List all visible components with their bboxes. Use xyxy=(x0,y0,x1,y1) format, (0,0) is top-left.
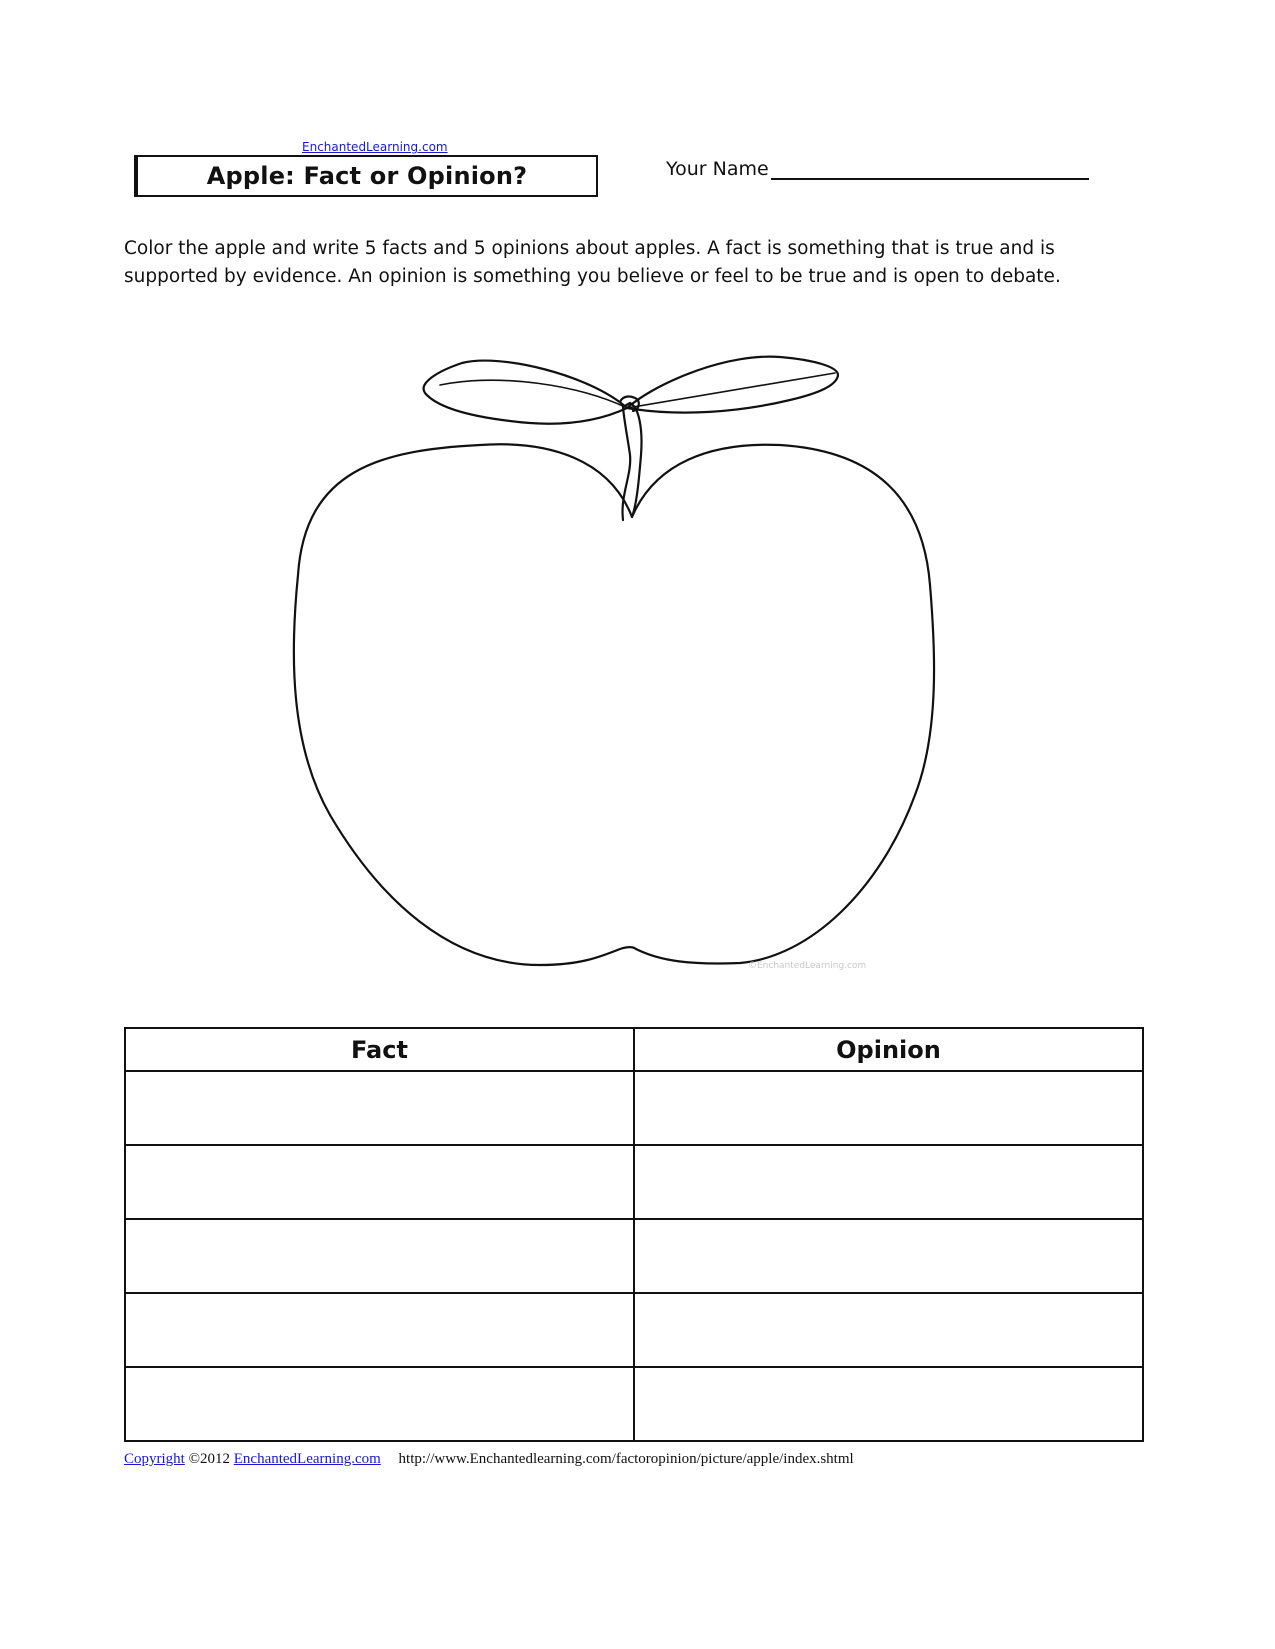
copyright-year: ©2012 xyxy=(188,1451,230,1467)
opinion-header: Opinion xyxy=(634,1028,1143,1071)
table-row xyxy=(125,1145,1143,1219)
apple-illustration xyxy=(290,345,970,975)
fact-cell[interactable] xyxy=(125,1219,634,1293)
watermark: ©EnchantedLearning.com xyxy=(748,961,867,971)
opinion-cell[interactable] xyxy=(634,1367,1143,1441)
apple-body xyxy=(294,444,934,965)
worksheet-title xyxy=(136,155,598,197)
your-name-line[interactable] xyxy=(771,158,1089,180)
your-name-label: Your Name xyxy=(666,158,769,180)
fact-cell[interactable] xyxy=(125,1367,634,1441)
fact-opinion-table xyxy=(124,1027,1144,1442)
fact-cell[interactable] xyxy=(125,1071,634,1145)
fact-header: Fact xyxy=(125,1028,634,1071)
table-row xyxy=(125,1367,1143,1441)
table-row xyxy=(125,1293,1143,1367)
right-leaf xyxy=(627,357,838,413)
fact-cell[interactable] xyxy=(125,1145,634,1219)
opinion-cell[interactable] xyxy=(634,1145,1143,1219)
footer-url: http://www.Enchantedlearning.com/factoropinion/picture/apple/index.shtml xyxy=(398,1451,854,1467)
table-row xyxy=(125,1071,1143,1145)
footer-site-link[interactable]: EnchantedLearning.com xyxy=(233,1451,381,1467)
footer xyxy=(124,1451,854,1468)
instructions: Color the apple and write 5 facts and 5 opinions about apples. A fact is something that is true and is supported by evidence. An opinion is something you believe or feel to be true and is open to debate. xyxy=(124,238,1061,287)
right-leaf-vein xyxy=(627,373,835,408)
apple-outline-svg xyxy=(290,345,970,975)
left-leaf xyxy=(424,361,627,424)
site-link-top[interactable]: EnchantedLearning.com xyxy=(302,140,448,154)
your-name-field xyxy=(666,158,1089,180)
opinion-cell[interactable] xyxy=(634,1293,1143,1367)
copyright-link[interactable]: Copyright xyxy=(124,1451,185,1467)
table-row xyxy=(125,1219,1143,1293)
opinion-cell[interactable] xyxy=(634,1071,1143,1145)
fact-cell[interactable] xyxy=(125,1293,634,1367)
opinion-cell[interactable] xyxy=(634,1219,1143,1293)
worksheet-title-text: Apple: Fact or Opinion? xyxy=(206,162,528,190)
table-header-row xyxy=(125,1028,1143,1071)
left-leaf-vein xyxy=(440,380,627,408)
